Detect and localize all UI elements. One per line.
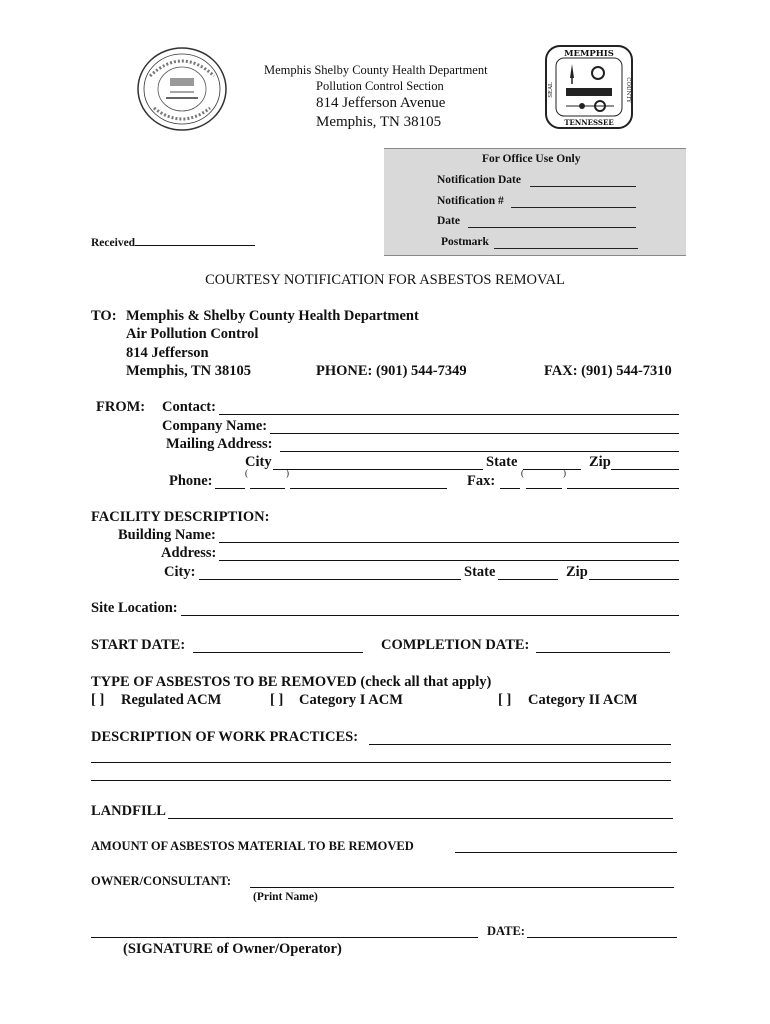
from-fax-paren-close: ) [563,468,566,478]
received-label: Received [91,234,255,249]
from-zip-field[interactable] [611,469,679,470]
svg-text:TENNESSEE: TENNESSEE [564,118,614,127]
received-field[interactable] [135,234,255,246]
facility-state-field[interactable] [498,579,558,580]
memphis-seal-logo [544,44,634,130]
from-fax-paren-open: ( [521,468,524,478]
amount-field[interactable] [455,852,677,853]
from-fax-number-field[interactable] [567,488,679,489]
facility-city-field[interactable] [199,579,461,580]
start-date-field[interactable] [193,652,363,653]
signature-field[interactable] [91,937,478,938]
header-street: 814 Jefferson Avenue [316,95,446,111]
owner-consultant-label: OWNER/CONSULTANT: [91,874,232,888]
office-use-title: For Office Use Only [482,153,581,165]
shelby-county-seal-logo [136,46,228,132]
notification-no-field[interactable] [511,207,636,208]
landfill-label: LANDFILL [91,803,166,819]
from-phone-paren-close: ) [286,468,289,478]
site-location-field[interactable] [181,615,679,616]
date-field[interactable] [468,227,636,228]
category-i-acm-label: Category I ACM [299,692,403,708]
from-fax-label: Fax: [467,473,496,489]
notification-no-label: Notification # [437,195,504,207]
signature-date-field[interactable] [527,937,677,938]
to-fax: FAX: (901) 544-7310 [544,363,672,379]
header-section: Pollution Control Section [316,79,444,93]
svg-text:SEAL: SEAL [548,82,554,98]
category-ii-acm-checkbox[interactable]: [ ] [498,692,512,708]
completion-date-field[interactable] [536,652,670,653]
work-practices-field-2[interactable] [91,762,671,763]
from-label: FROM: [96,399,146,415]
signature-caption: (SIGNATURE of Owner/Operator) [123,941,342,957]
work-practices-field-1[interactable] [369,744,671,745]
date-label: Date [437,215,460,227]
completion-date-label: COMPLETION DATE: [381,637,530,653]
signature-date-label: DATE: [487,924,525,938]
from-city-field[interactable] [273,469,483,470]
to-line3: 814 Jefferson [126,345,209,361]
from-phone-label: Phone: [169,473,213,489]
site-location-label: Site Location: [91,600,178,616]
from-state-field[interactable] [523,469,581,470]
form-title: COURTESY NOTIFICATION FOR ASBESTOS REMOVAL [205,272,565,288]
landfill-field[interactable] [168,818,673,819]
from-state-label: State [486,454,518,470]
regulated-acm-label: Regulated ACM [121,692,222,708]
from-phone-area-pre[interactable] [215,488,245,489]
mailing-address-label: Mailing Address: [166,436,273,452]
to-line4: Memphis, TN 38105 [126,363,252,379]
contact-field[interactable] [219,414,679,415]
svg-text:MEMPHIS: MEMPHIS [564,49,614,59]
from-fax-area-pre[interactable] [500,488,520,489]
amount-label: AMOUNT OF ASBESTOS MATERIAL TO BE REMOVED [91,839,414,853]
facility-state-label: State [464,564,496,580]
building-name-label: Building Name: [118,527,216,543]
start-date-label: START DATE: [91,637,186,653]
from-phone-number-field[interactable] [290,488,447,489]
facility-heading: FACILITY DESCRIPTION: [91,509,270,525]
postmark-field[interactable] [494,248,638,249]
from-fax-area-field[interactable] [526,488,562,489]
header-city: Memphis, TN 38105 [316,114,442,130]
to-label: TO: [91,308,117,324]
header-dept: Memphis Shelby County Health Department [264,63,488,77]
from-phone-paren-open: ( [245,468,248,478]
facility-address-label: Address: [161,545,217,561]
to-line1: Memphis & Shelby County Health Department [126,308,419,324]
mailing-address-field[interactable] [280,451,679,452]
facility-city-label: City: [164,564,196,580]
category-ii-acm-label: Category II ACM [528,692,638,708]
from-phone-area-field[interactable] [250,488,285,489]
work-practices-field-3[interactable] [91,780,671,781]
facility-address-field[interactable] [219,560,679,561]
to-phone: PHONE: (901) 544-7349 [316,363,467,379]
from-city-label: City [245,454,272,470]
from-zip-label: Zip [589,454,611,470]
category-i-acm-checkbox[interactable]: [ ] [270,692,284,708]
postmark-label: Postmark [441,236,489,248]
building-name-field[interactable] [219,542,679,543]
svg-text:COUNTY: COUNTY [625,77,631,103]
work-practices-label: DESCRIPTION OF WORK PRACTICES: [91,729,359,745]
company-name-label: Company Name: [162,418,268,434]
print-name-caption: (Print Name) [253,891,318,903]
notification-date-label: Notification Date [437,174,521,186]
asbestos-type-heading: TYPE OF ASBESTOS TO BE REMOVED (check all that apply) [91,674,492,690]
facility-zip-label: Zip [566,564,588,580]
office-use-box [384,148,686,256]
contact-label: Contact: [162,399,216,415]
facility-zip-field[interactable] [589,579,679,580]
regulated-acm-checkbox[interactable]: [ ] [91,692,105,708]
owner-consultant-field[interactable] [250,887,674,888]
notification-date-field[interactable] [530,186,636,187]
company-name-field[interactable] [270,433,679,434]
to-line2: Air Pollution Control [126,326,259,342]
